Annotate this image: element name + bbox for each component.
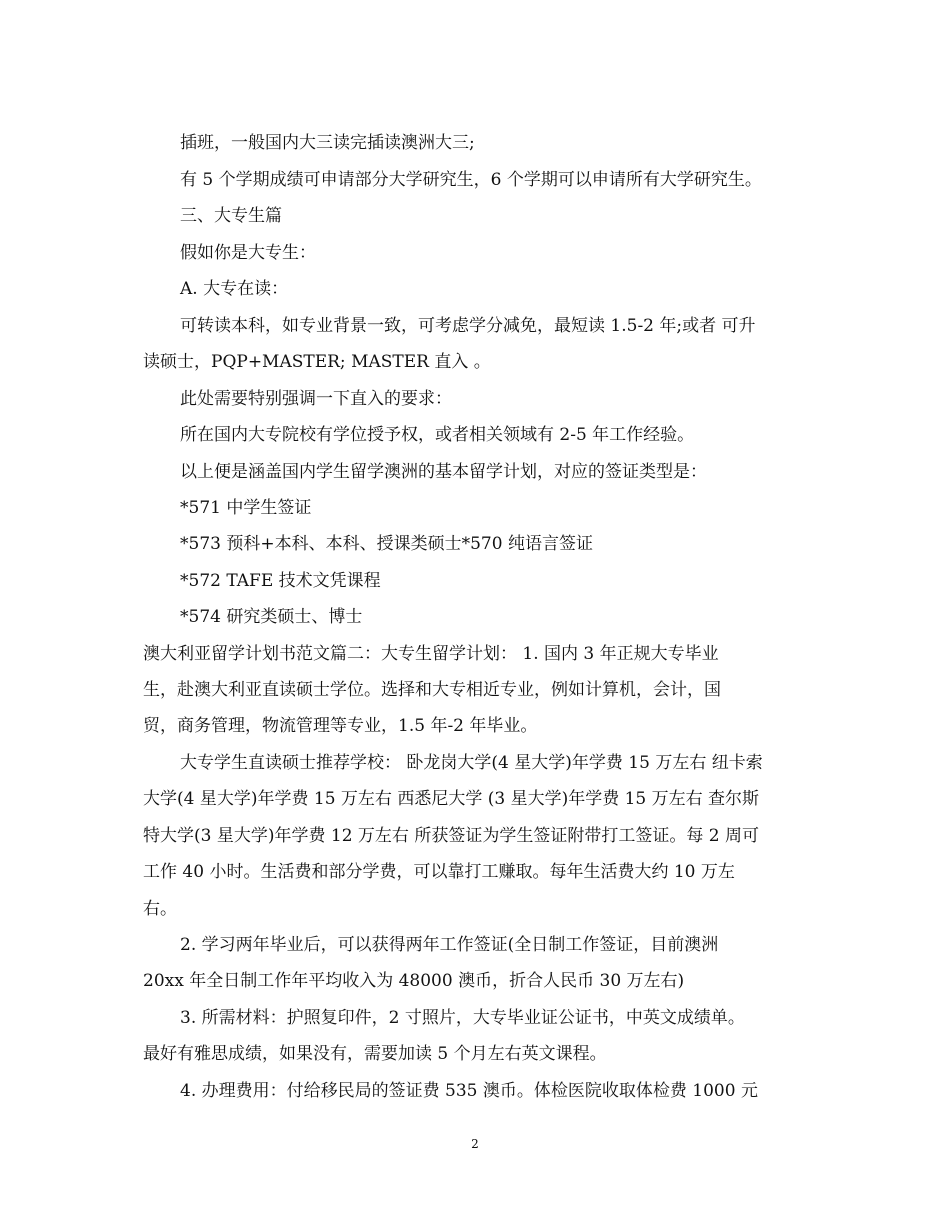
body-line: 贸，商务管理，物流管理等专业，1.5 年-2 年毕业。 <box>143 716 538 736</box>
sub-heading: A. 大专在读： <box>180 279 289 299</box>
body-line: 所在国内大专院校有学位授予权，或者相关领域有 2-5 年工作经验。 <box>180 425 695 445</box>
body-line: 可转读本科，如专业背景一致，可考虑学分减免，最短读 1.5-2 年;或者 可升 <box>180 316 756 336</box>
body-line: 2. 学习两年毕业后，可以获得两年工作签证(全日制工作签证，目前澳洲 <box>180 935 719 955</box>
visa-item: *571 中学生签证 <box>180 498 312 518</box>
visa-item: *572 TAFE 技术文凭课程 <box>180 571 381 591</box>
section-heading: 三、大专生篇 <box>180 206 282 226</box>
body-line: 20xx 年全日制工作年平均收入为 48000 澳币，折合人民币 30 万左右) <box>143 971 685 991</box>
body-line: 假如你是大专生： <box>180 243 316 263</box>
body-line: 大专学生直读硕士推荐学校： 卧龙岗大学(4 星大学)年学费 15 万左右 纽卡索 <box>180 753 763 773</box>
body-line: 此处需要特别强调一下直入的要求： <box>180 389 452 409</box>
body-line: 生，赴澳大利亚直读硕士学位。选择和大专相近专业，例如计算机，会计，国 <box>143 680 721 700</box>
article-title-line: 澳大利亚留学计划书范文篇二：大专生留学计划： 1. 国内 3 年正规大专毕业 <box>143 644 719 664</box>
visa-item: *573 预科+本科、本科、授课类硕士*570 纯语言签证 <box>180 534 593 554</box>
body-line: 特大学(3 星大学)年学费 12 万左右 所获签证为学生签证附带打工签证。每 2 周可 <box>143 826 759 846</box>
body-line: 3. 所需材料：护照复印件，2 寸照片，大专毕业证公证书，中英文成绩单。 <box>180 1008 745 1028</box>
body-line: 有 5 个学期成绩可申请部分大学研究生，6 个学期可以申请所有大学研究生。 <box>180 170 762 190</box>
body-line: 大学(4 星大学)年学费 15 万左右 西悉尼大学 (3 星大学)年学费 15 万左右 查尔斯 <box>143 789 760 809</box>
page-number: 2 <box>471 1137 479 1151</box>
body-line: 最好有雅思成绩，如果没有，需要加读 5 个月左右英文课程。 <box>143 1044 607 1064</box>
body-line: 工作 40 小时。生活费和部分学费，可以靠打工赚取。每年生活费大约 10 万左 <box>143 862 735 882</box>
visa-item: *574 研究类硕士、博士 <box>180 607 363 627</box>
body-line: 右。 <box>143 899 177 919</box>
body-line: 读硕士，PQP+MASTER; MASTER 直入 。 <box>143 352 491 372</box>
body-line: 4. 办理费用：付给移民局的签证费 535 澳币。体检医院收取体检费 1000 元 <box>180 1081 758 1101</box>
body-line: 插班，一般国内大三读完插读澳洲大三; <box>180 133 475 153</box>
body-line: 以上便是涵盖国内学生留学澳洲的基本留学计划，对应的签证类型是： <box>180 462 707 482</box>
